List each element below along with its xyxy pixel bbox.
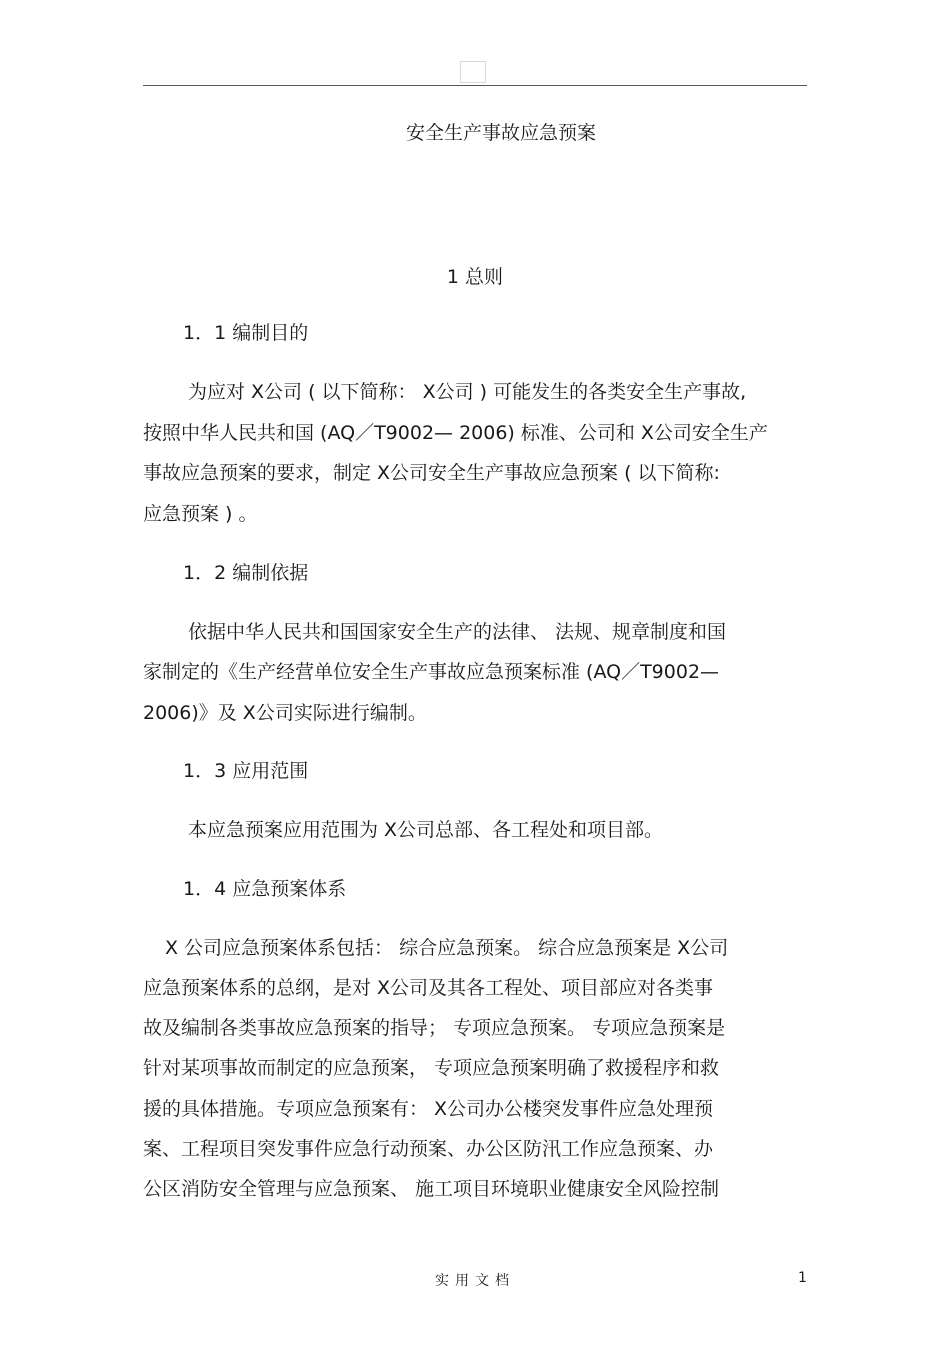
- paragraph-line: 公区消防安全管理与应急预案、 施工项目环境职业健康安全风险控制: [143, 1178, 720, 1200]
- paragraph-line: 应急预案体系的总纲，是对 X公司及其各工程处、项目部应对各类事: [143, 977, 714, 999]
- paragraph-line: 为应对 X公司 ( 以下简称： X公司 ) 可能发生的各类安全生产事故,: [188, 381, 747, 403]
- paragraph-line: 故及编制各类事故应急预案的指导； 专项应急预案。 专项应急预案是: [143, 1017, 726, 1039]
- paragraph-line: 本应急预案应用范围为 X公司总部、各工程处和项目部。: [188, 819, 664, 841]
- page-number: 1: [798, 1270, 807, 1286]
- footer-text: 实用文档: [435, 1273, 515, 1289]
- paragraph-line: X 公司应急预案体系包括： 综合应急预案。 综合应急预案是 X公司: [165, 937, 729, 959]
- paragraph-line: 针对某项事故而制定的应急预案， 专项应急预案明确了救援程序和救: [143, 1057, 720, 1079]
- document-title: 安全生产事故应急预案: [405, 122, 596, 144]
- section-heading-1-1: 1．1 编制目的: [183, 322, 309, 344]
- paragraph-line: 2006)》及 X公司实际进行编制。: [143, 702, 427, 724]
- header-rule: [143, 85, 807, 86]
- section-heading-1-3: 1．3 应用范围: [183, 760, 309, 782]
- paragraph-line: 应急预案 ) 。: [143, 503, 258, 525]
- section-heading-1-2: 1．2 编制依据: [183, 562, 309, 584]
- paragraph-line: 援的具体措施。专项应急预案有： X公司办公楼突发事件应急处理预: [143, 1098, 714, 1120]
- section-heading-1-4: 1．4 应急预案体系: [183, 878, 347, 900]
- paragraph-line: 家制定的《生产经营单位安全生产事故应急预案标准 (AQ／T9002—: [143, 661, 720, 683]
- paragraph-line: 事故应急预案的要求，制定 X公司安全生产事故应急预案 ( 以下简称:: [143, 462, 720, 484]
- paragraph-line: 案、工程项目突发事件应急行动预案、办公区防汛工作应急预案、办: [143, 1138, 714, 1160]
- paragraph-line: 按照中华人民共和国 (AQ／T9002— 2006) 标准、公司和 X公司安全生产: [143, 422, 768, 444]
- paragraph-line: 依据中华人民共和国国家安全生产的法律、 法规、规章制度和国: [188, 621, 727, 643]
- header-mark: [460, 61, 486, 83]
- chapter-heading: 1 总则: [446, 266, 504, 288]
